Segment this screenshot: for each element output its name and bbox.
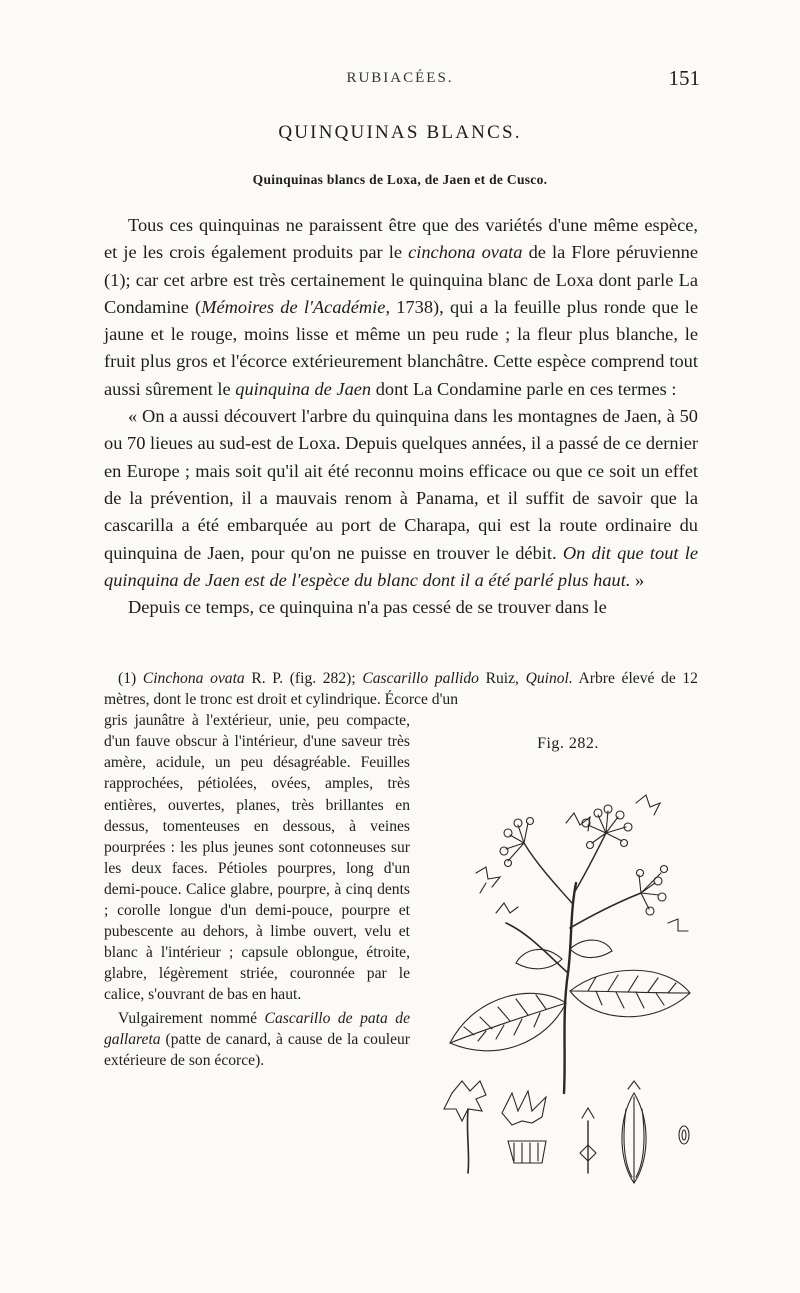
footnote-lead [104,668,698,710]
text-run: » [630,569,645,590]
text-run: Arbre élevé de 12 mètres, dont le tronc est droit et cylindrique. Écorce d'un [104,670,698,709]
running-head [100,66,700,96]
flower-cluster-left [476,818,534,914]
text-run: Tous ces quinquinas ne paraissent être que des variétés d'une même espèce, et je les crois également produits par le [104,215,698,263]
italic-run: On dit que tout le quinquina de Jaen est de l'espèce du blanc dont il a été parlé plus haut. [104,542,698,590]
leaf-right [570,970,690,1017]
leaf-left [450,993,566,1051]
body-text [104,212,698,621]
footnote-vernacular [104,1008,410,1071]
text-run: Vulgairement nommé [118,1009,265,1027]
text-run: « On a aussi découvert l'arbre du quinquina dans les montagnes de Jaen, à 50 ou 70 lieues au sud-est de Loxa. Depuis quelques années, il a passé de ce dernier en Europe ; mais soit qu'il ait été reconnu moins efficace ou que ce soit un effet de la prévention, il a mauvais renom à Panama, et il suffit de savoir que la cascarilla a été embarquée au port de Charapa, qui est la route ordinaire du quinquina de Jaen, pour qu'on ne puisse en trouver le débit. [104,406,698,563]
flower-cluster-top [566,795,660,849]
section-subtitle: Quinquinas blancs de Loxa, de Jaen et de Cusco. [252,172,548,187]
text-run: , 1738), qui a la feuille plus ronde que le jaune et le rouge, moins lisse et même un peu rude ; la fleur plus blanche, le fruit plus gros et l'écorce extérieurement blanchâtre. Cette espèce comprend tout aussi sûrement le [104,296,699,399]
italic-run: Cascarillo pallido [362,670,479,687]
italic-run: quinquina de Jaen [235,378,372,399]
text-run: Ruiz, [478,670,526,687]
text-run: R. P. (fig. 282); [244,670,363,687]
detail-pistil [580,1108,596,1173]
text-run: de la Flore péruvienne (1); car cet arbre est très certainement le quinquina blanc de Loxa dont parle La Condamine ( [104,242,698,317]
detail-flower-1 [444,1081,486,1173]
detail-corolla [502,1091,546,1163]
leaf-small [516,940,612,969]
detail-capsule [622,1081,646,1183]
flower-cluster-right [637,866,689,932]
section-title: QUINQUINAS BLANCS. [278,122,522,143]
text-run: (patte de canard, à cause de la couleur extérieure de son écorce). [104,1030,410,1069]
footnote-description: gris jaunâtre à l'extérieur, unie, peu compacte, d'un fauve obscur à l'intérieur, d'une saveur très amère, acidule, un peu désagréable. Feuilles rapprochées, pétiolées, ovées, amples, très entières, ouvertes, planes, très brillantes en dessus, tomenteuses en dessous, à veines pourprées : les plus jeunes sont cotonneuses sur les deux faces. Pétioles pourpres, long d'un demi-pouce. Calice glabre, pourpre, à cinq dents ; corolle longue d'un demi-pouce, pourpre et pubescente au dehors, à limbe ouvert, velu et blanc à l'intérieur ; capsule oblongue, étroite, glabre, légèrement striée, couronnée par le calice, s'ouvrant de bas en haut. [104,712,410,1004]
figure-label: Fig. 282. [537,735,599,752]
detail-seed [679,1126,689,1144]
italic-run: cinchona ovata [408,242,523,263]
italic-run: Mémoires de l'Académie [201,296,386,317]
botanical-illustration [436,763,700,1193]
italic-run: Quinol. [525,670,573,687]
text-run: dont La Condamine parle en ces termes : [371,378,677,399]
running-title: RUBIACÉES. [346,70,454,86]
paragraph: Depuis ce temps, ce quinquina n'a pas cessé de se trouver dans le [128,597,607,618]
italic-run: Cinchona ovata [142,670,245,687]
figure-282 [436,735,700,1195]
paragraph [104,212,698,403]
quotation-paragraph [104,403,698,594]
page-number: 151 [668,66,700,90]
text-run: (1) [118,670,143,687]
italic-run: Cascarillo de pata de gallareta [104,1009,411,1048]
